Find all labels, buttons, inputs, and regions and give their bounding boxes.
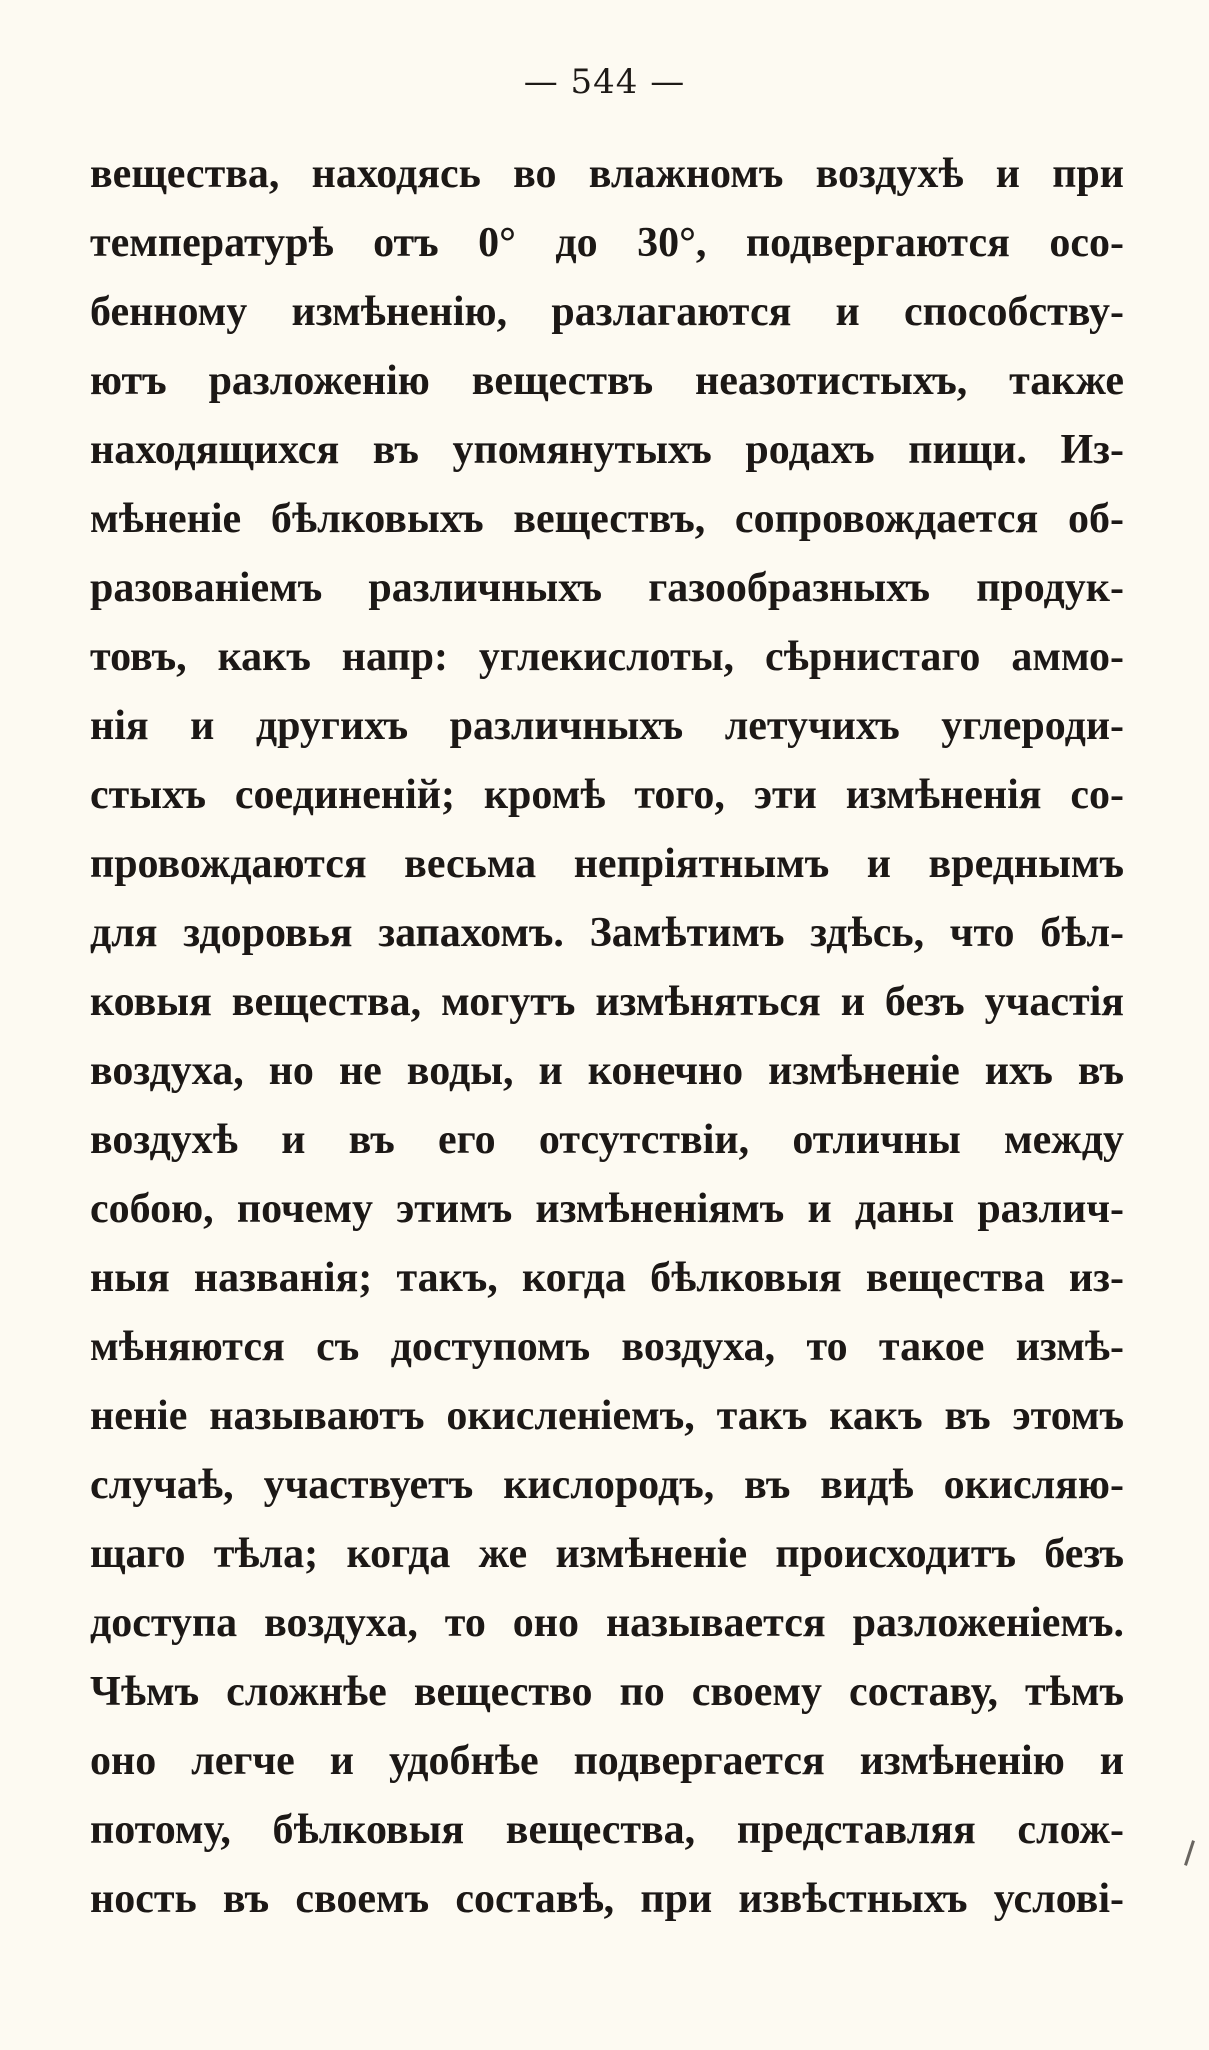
text-line: нія и другихъ различныхъ летучихъ углероди- — [90, 703, 1124, 749]
text-line: бенному измѣненію, разлагаются и способству- — [90, 289, 1124, 335]
text-line: находящихся въ упомянутыхъ родахъ пищи. Из- — [90, 427, 1124, 473]
text-line: мѣненіе бѣлковыхъ веществъ, сопровождается об- — [90, 496, 1124, 542]
text-line: мѣняются съ доступомъ воздуха, то такое измѣ- — [90, 1324, 1124, 1370]
text-line: потому, бѣлковыя вещества, представляя слож- — [90, 1807, 1124, 1853]
text-line: воздуха, но не воды, и конечно измѣненіе ихъ въ — [90, 1048, 1124, 1094]
text-line: щаго тѣла; когда же измѣненіе происходитъ безъ — [90, 1531, 1124, 1577]
text-line: Чѣмъ сложнѣе вещество по своему составу, тѣмъ — [90, 1669, 1124, 1715]
scan-speck — [1184, 1840, 1195, 1866]
text-line: вещества, находясь во влажномъ воздухѣ и при — [90, 151, 1124, 197]
text-line: ность въ своемъ составѣ, при извѣстныхъ услові- — [90, 1876, 1124, 1922]
text-line: для здоровья запахомъ. Замѣтимъ здѣсь, что бѣл- — [90, 910, 1124, 956]
text-line: неніе называютъ окисленіемъ, такъ какъ въ этомъ — [90, 1393, 1124, 1439]
text-line: доступа воздуха, то оно называется разложеніемъ. — [90, 1600, 1124, 1646]
text-line: ютъ разложенію веществъ неазотистыхъ, также — [90, 358, 1124, 404]
text-line: товъ, какъ напр: углекислоты, сѣрнистаго аммо- — [90, 634, 1124, 680]
text-line: температурѣ отъ 0° до 30°, подвергаются осо- — [90, 220, 1124, 266]
text-line: собою, почему этимъ измѣненіямъ и даны различ- — [90, 1186, 1124, 1232]
text-line: ковыя вещества, могутъ измѣняться и безъ участія — [90, 979, 1124, 1025]
text-line: разованіемъ различныхъ газообразныхъ продук- — [90, 565, 1124, 611]
body-text — [90, 140, 1124, 1934]
text-line: оно легче и удобнѣе подвергается измѣненію и — [90, 1738, 1124, 1784]
text-line: воздухѣ и въ его отсутствіи, отличны между — [90, 1117, 1124, 1163]
text-line: провождаются весьма непріятнымъ и вреднымъ — [90, 841, 1124, 887]
text-line: стыхъ соединеній; кромѣ того, эти измѣненія со- — [90, 772, 1124, 818]
text-line: случаѣ, участвуетъ кислородъ, въ видѣ окисляю- — [90, 1462, 1124, 1508]
page-number: — 544 — — [523, 62, 686, 102]
text-line: ныя названія; такъ, когда бѣлковыя вещества из- — [90, 1255, 1124, 1301]
